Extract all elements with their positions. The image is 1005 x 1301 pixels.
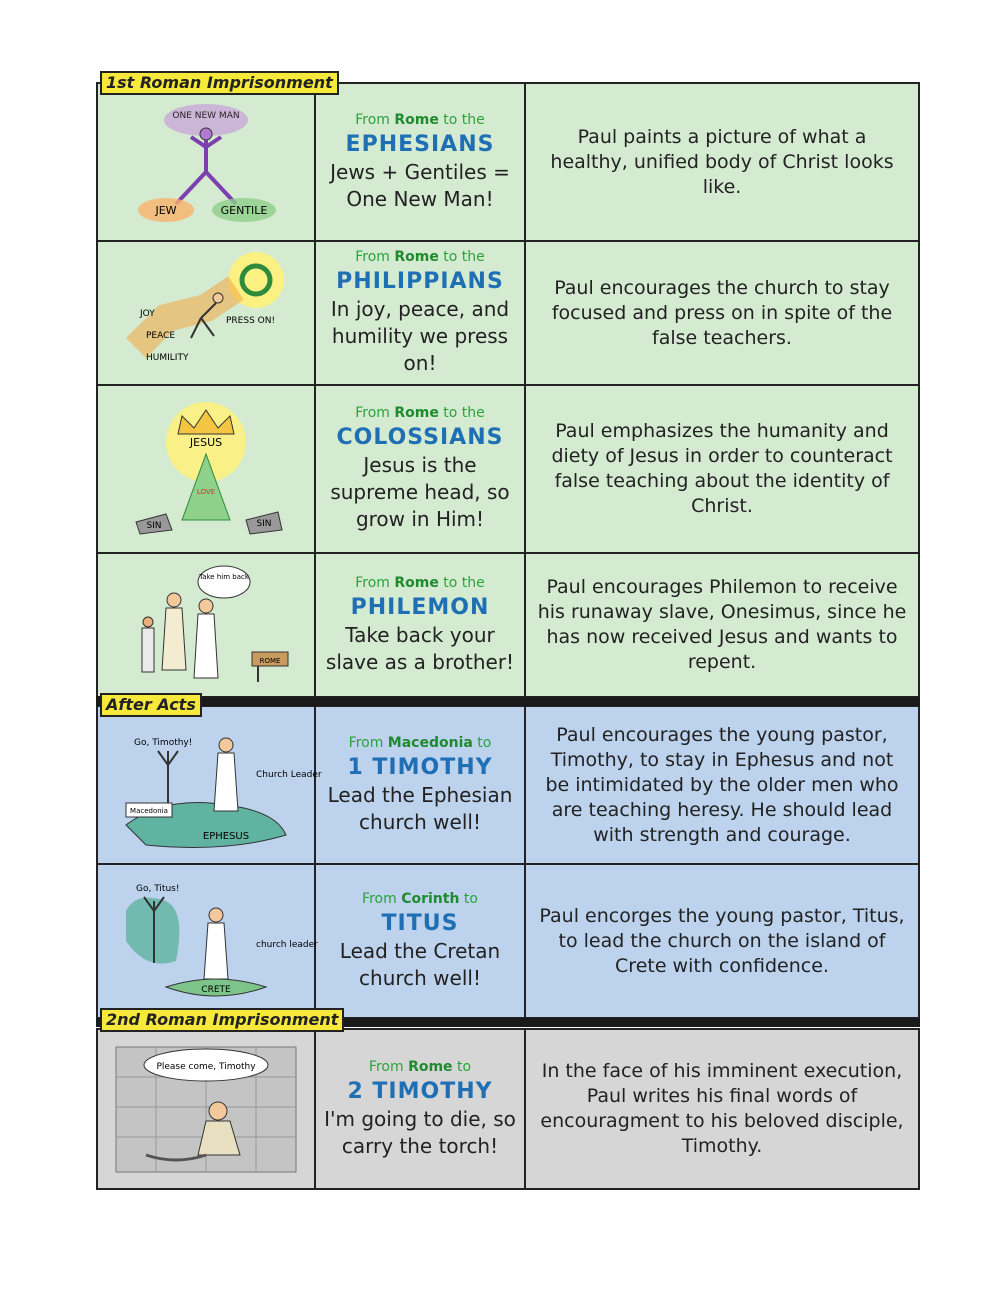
svg-text:SIN: SIN — [146, 520, 162, 531]
svg-text:EPHESUS: EPHESUS — [202, 831, 250, 842]
book-title: PHILEMON — [350, 594, 490, 620]
illustration — [98, 554, 316, 696]
table-row — [96, 384, 920, 554]
philemon-scene-icon — [106, 560, 306, 690]
table-row — [96, 863, 920, 1019]
book-title: 1 TIMOTHY — [347, 754, 493, 780]
book-cell — [316, 1030, 526, 1188]
svg-text:CRETE: CRETE — [201, 985, 231, 995]
illustration — [98, 386, 316, 552]
svg-text:HUMILITY: HUMILITY — [146, 353, 189, 363]
book-description: Paul encourages Philemon to receive his runaway slave, Onesimus, since he has now received Jesus and wants to repent. — [537, 576, 907, 673]
book-title: COLOSSIANS — [336, 425, 504, 450]
svg-text:ONE NEW MAN: ONE NEW MAN — [172, 111, 240, 121]
svg-text:GENTILE: GENTILE — [220, 204, 268, 217]
table-row — [96, 82, 920, 242]
origin-text: From Rome to the — [355, 574, 485, 591]
svg-text:Please come, Timothy: Please come, Timothy — [156, 1061, 256, 1072]
book-summary: Take back your slave as a brother! — [325, 622, 515, 674]
book-description: In the face of his imminent execution, Paul writes his final words of encouragment to his beloved disciple, Timothy. — [540, 1060, 904, 1157]
origin-text: From Corinth to — [362, 890, 478, 907]
book-cell — [316, 386, 526, 552]
book-summary: Lead the Ephesian church well! — [327, 782, 513, 834]
table-row — [96, 705, 920, 865]
svg-text:Macedonia: Macedonia — [130, 807, 168, 815]
illustration — [98, 707, 322, 863]
origin-text: From Macedonia to — [348, 734, 492, 751]
svg-text:LOVE: LOVE — [196, 487, 216, 496]
svg-text:ROME: ROME — [259, 657, 281, 665]
svg-text:PEACE: PEACE — [146, 331, 176, 341]
book-cell — [316, 84, 526, 240]
book-title: EPHESIANS — [345, 131, 495, 157]
table-row — [96, 552, 920, 698]
svg-text:PRESS ON!: PRESS ON! — [226, 316, 276, 326]
section-divider — [96, 697, 920, 706]
table-row — [96, 240, 920, 386]
book-summary: Jesus is the supreme head, so grow in Him! — [330, 453, 510, 531]
svg-text:church leader: church leader — [256, 940, 318, 950]
svg-text:Take him back: Take him back — [199, 573, 249, 581]
svg-text:SIN: SIN — [256, 518, 272, 529]
crete-scene-icon — [106, 871, 318, 1011]
ephesus-scene-icon — [106, 715, 322, 855]
section-label-2nd-roman: 2nd Roman Imprisonment — [100, 1008, 344, 1032]
illustration — [98, 865, 316, 1017]
book-title: 2 TIMOTHY — [347, 1078, 493, 1104]
section-label-1st-roman: 1st Roman Imprisonment — [100, 71, 339, 95]
book-title: TITUS — [381, 910, 459, 936]
illustration — [98, 242, 316, 384]
book-summary: Lead the Cretan church well! — [339, 938, 501, 990]
book-title: PHILIPPIANS — [336, 269, 504, 294]
press-on-icon — [106, 248, 306, 378]
book-cell — [316, 865, 526, 1017]
svg-text:JOY: JOY — [140, 309, 155, 319]
book-cell — [316, 707, 526, 863]
svg-text:Go, Titus!: Go, Titus! — [136, 884, 180, 894]
book-description: Paul emphasizes the humanity and diety of Jesus in order to counteract false teaching about the identity of Christ. — [551, 420, 893, 517]
svg-text:Go, Timothy!: Go, Timothy! — [134, 738, 193, 748]
one-new-man-icon — [106, 92, 306, 232]
book-cell — [316, 554, 526, 696]
prison-scene-icon — [106, 1037, 306, 1182]
svg-text:JEW: JEW — [155, 204, 177, 217]
crowned-jesus-icon — [106, 392, 306, 547]
book-summary: I'm going to die, so carry the torch! — [324, 1106, 516, 1158]
book-description: Paul encorges the young pastor, Titus, to lead the church on the island of Crete with confidence. — [539, 904, 905, 977]
book-description: Paul encourages the young pastor, Timothy, to stay in Ephesus and not be intimidated by the older men who are teaching heresy. He should lead with strength and courage. — [545, 723, 899, 846]
origin-text: From Rome to the — [355, 405, 485, 421]
illustration — [98, 1030, 316, 1188]
book-description: Paul encourages the church to stay focused and press on in spite of the false teachers. — [551, 276, 893, 349]
book-summary: Jews + Gentiles = One New Man! — [330, 159, 510, 211]
table-row — [96, 1028, 920, 1190]
section-label-after-acts: After Acts — [100, 693, 202, 717]
origin-text: From Rome to — [368, 1058, 472, 1075]
illustration — [98, 84, 316, 240]
book-summary: In joy, peace, and humility we press on! — [330, 297, 510, 375]
svg-text:Church Leader: Church Leader — [256, 770, 322, 780]
origin-text: From Rome to the — [355, 249, 485, 265]
origin-text: From Rome to the — [355, 111, 485, 128]
book-cell — [316, 242, 526, 384]
book-description: Paul paints a picture of what a healthy, unified body of Christ looks like. — [550, 125, 894, 198]
svg-text:JESUS: JESUS — [189, 435, 223, 449]
